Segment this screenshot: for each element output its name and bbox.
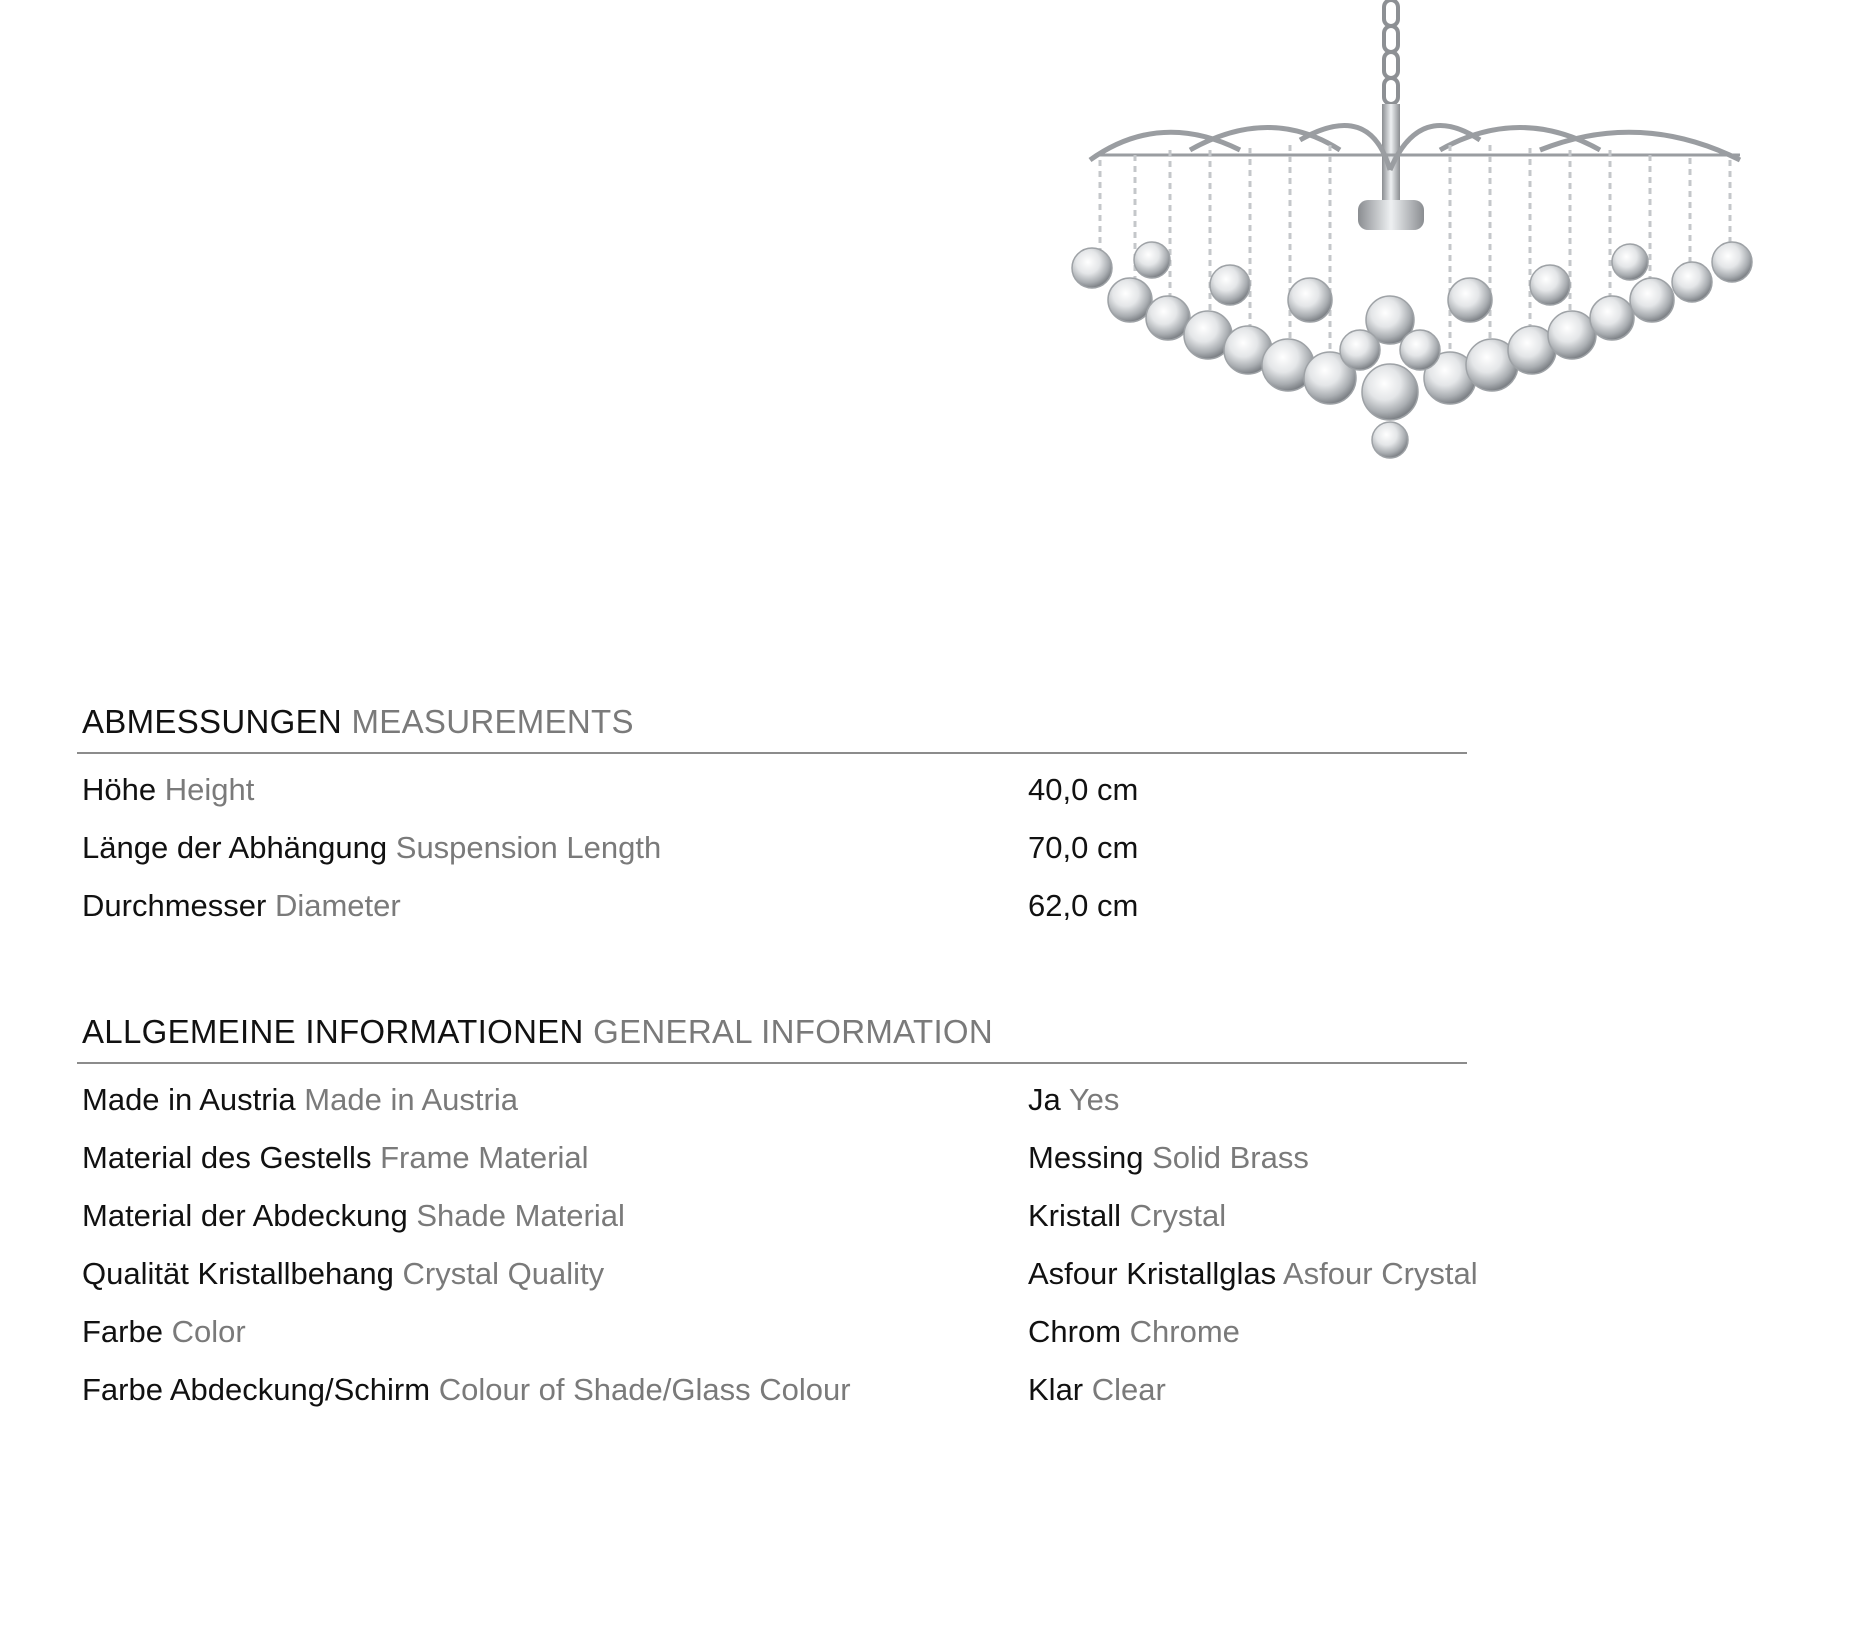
label-de: Material des Gestells bbox=[82, 1140, 372, 1175]
label-en: Frame Material bbox=[380, 1140, 589, 1175]
label-en: Suspension Length bbox=[395, 830, 662, 865]
measurements-section bbox=[80, 700, 1470, 944]
spec-label bbox=[82, 1080, 518, 1120]
label-en: Made in Austria bbox=[304, 1082, 518, 1117]
spec-label bbox=[82, 1370, 851, 1410]
label-en: Shade Material bbox=[416, 1198, 625, 1233]
value-de: Ja bbox=[1028, 1082, 1061, 1117]
value-en: Clear bbox=[1091, 1372, 1166, 1407]
spec-label bbox=[82, 1254, 604, 1294]
label-de: Durchmesser bbox=[82, 888, 267, 923]
spec-label bbox=[82, 886, 401, 926]
value-en: Crystal bbox=[1129, 1198, 1227, 1233]
label-de: Farbe bbox=[82, 1314, 163, 1349]
spec-row-made-in-austria bbox=[80, 1080, 1470, 1138]
label-de: Material der Abdeckung bbox=[82, 1198, 408, 1233]
spec-value bbox=[1028, 1370, 1166, 1410]
measurements-title bbox=[82, 700, 1470, 744]
spec-label bbox=[82, 828, 661, 868]
spec-value bbox=[1028, 1138, 1309, 1178]
value-de: Messing bbox=[1028, 1140, 1144, 1175]
spec-row-diameter bbox=[80, 886, 1470, 944]
value-de: Klar bbox=[1028, 1372, 1084, 1407]
chain bbox=[1384, 0, 1398, 104]
spec-value: 62,0 cm bbox=[1028, 888, 1139, 923]
spec-row-height bbox=[80, 770, 1470, 828]
value-en: Yes bbox=[1068, 1082, 1120, 1117]
label-de: Made in Austria bbox=[82, 1082, 296, 1117]
value-de: Chrom bbox=[1028, 1314, 1122, 1349]
spec-value bbox=[1028, 1312, 1240, 1352]
spec-label bbox=[82, 1196, 625, 1236]
spec-row-shade-material bbox=[80, 1196, 1470, 1254]
label-de: Farbe Abdeckung/Schirm bbox=[82, 1372, 431, 1407]
frame-arms bbox=[1090, 125, 1740, 170]
spec-value: 40,0 cm bbox=[1028, 772, 1139, 807]
spec-value bbox=[1028, 1196, 1226, 1236]
value-en: Chrome bbox=[1129, 1314, 1240, 1349]
chandelier-image bbox=[1040, 0, 1800, 470]
spec-row-suspension-length bbox=[80, 828, 1470, 886]
spec-value bbox=[1028, 1254, 1478, 1294]
spec-label bbox=[82, 770, 254, 810]
spec-row-shade-color bbox=[80, 1370, 1470, 1428]
spec-value bbox=[1028, 1080, 1119, 1120]
label-en: Color bbox=[171, 1314, 246, 1349]
label-de: Länge der Abhängung bbox=[82, 830, 388, 865]
label-en: Colour of Shade/Glass Colour bbox=[438, 1372, 851, 1407]
crystal-balls bbox=[1072, 242, 1752, 458]
label-de: Qualität Kristallbehang bbox=[82, 1256, 394, 1291]
spec-label bbox=[82, 1312, 246, 1352]
value-en: Solid Brass bbox=[1152, 1140, 1309, 1175]
spec-row-color bbox=[80, 1312, 1470, 1370]
value-de: Asfour Kristallglas bbox=[1028, 1256, 1277, 1291]
spec-row-crystal-quality bbox=[80, 1254, 1478, 1312]
section-divider bbox=[77, 752, 1467, 754]
general-information-section bbox=[80, 1010, 1478, 1428]
label-en: Height bbox=[164, 772, 255, 807]
spec-value: 70,0 cm bbox=[1028, 830, 1139, 865]
spec-label bbox=[82, 1138, 589, 1178]
section-divider bbox=[77, 1062, 1467, 1064]
spec-row-frame-material bbox=[80, 1138, 1470, 1196]
section-title-en: GENERAL INFORMATION bbox=[593, 1013, 994, 1050]
section-title-de: ABMESSUNGEN bbox=[82, 703, 343, 740]
value-de: Kristall bbox=[1028, 1198, 1122, 1233]
label-en: Diameter bbox=[274, 888, 401, 923]
value-en: Asfour Crystal bbox=[1283, 1256, 1478, 1291]
label-de: Höhe bbox=[82, 772, 157, 807]
general-information-title bbox=[82, 1010, 1470, 1054]
section-title-de: ALLGEMEINE INFORMATIONEN bbox=[82, 1013, 584, 1050]
section-title-en: MEASUREMENTS bbox=[351, 703, 634, 740]
label-en: Crystal Quality bbox=[402, 1256, 605, 1291]
